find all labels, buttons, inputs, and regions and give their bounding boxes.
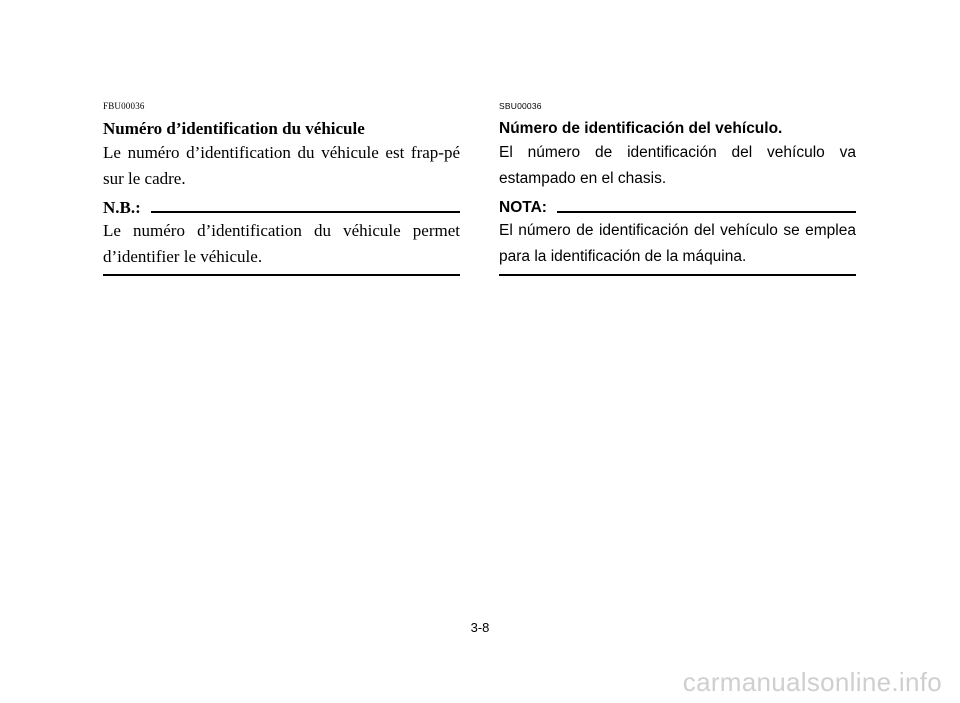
section-heading: Numéro d’identification du véhicule bbox=[103, 119, 365, 138]
note-header bbox=[499, 198, 856, 218]
note-label: NOTA: bbox=[499, 199, 547, 216]
note-header bbox=[103, 198, 460, 218]
section-code: FBU00036 bbox=[103, 101, 145, 111]
section-body: El número de identificación del vehículo va estampado en el chasis. bbox=[499, 144, 856, 187]
note-text: Le numéro d’identification du véhicule permet d’identifier le véhicule. bbox=[103, 221, 460, 266]
note-text: El número de identificación del vehículo se emplea para la identificación de la máquina. bbox=[499, 222, 856, 265]
section-code: SBU00036 bbox=[499, 101, 542, 111]
section-heading: Número de identificación del vehículo. bbox=[499, 120, 783, 137]
note-rule bbox=[557, 211, 856, 213]
section-body: Le numéro d’identification du véhicule est frap-pé sur le cadre. bbox=[103, 143, 460, 188]
note-label: N.B.: bbox=[103, 198, 141, 217]
spanish-column bbox=[499, 100, 856, 276]
french-column bbox=[103, 100, 460, 276]
note-rule bbox=[151, 211, 460, 213]
note-end-rule bbox=[103, 274, 460, 276]
note-end-rule bbox=[499, 274, 856, 276]
page-number: 3-8 bbox=[470, 620, 490, 635]
watermark-text: carmanualsonline.info bbox=[682, 667, 942, 697]
